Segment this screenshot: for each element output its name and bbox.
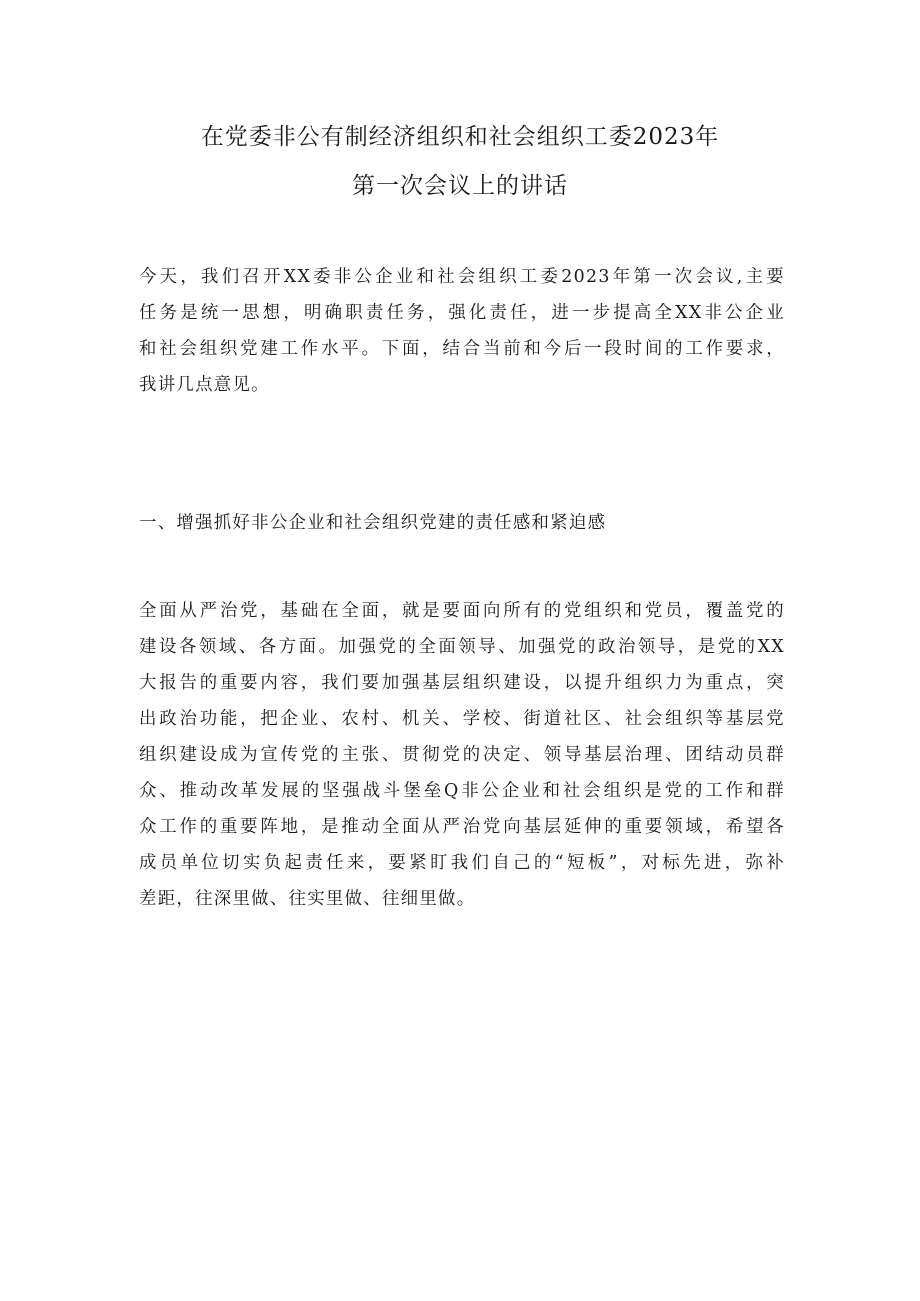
paragraph-opening	[139, 259, 785, 403]
text-line: 出政治功能，把企业、农村、机关、学校、街道社区、社会组织等基层党	[139, 709, 785, 729]
text-line: 差距，往深里做、往实里做、往细里做。	[139, 889, 476, 909]
text-line: 任务是统一思想，明确职责任务，强化责任，进一步提高全XX非公企业	[139, 303, 785, 323]
text-line: 众、推动改革发展的坚强战斗堡垒Q非公企业和社会组织是党的工作和群	[139, 781, 785, 801]
text-line: 众工作的重要阵地，是推动全面从严治党向基层延伸的重要领域，希望各	[139, 817, 785, 837]
text-line: 今天，我们召开XX委非公企业和社会组织工委2023年第一次会议,主要	[139, 267, 785, 287]
document-title-line-1: 在党委非公有制经济组织和社会组织工委2023年	[200, 124, 720, 150]
text-line: 全面从严治党，基础在全面，就是要面向所有的党组织和党员，覆盖党的	[139, 601, 785, 621]
text-line: 成员单位切实负起责任来，要紧盯我们自己的“短板”，对标先进，弥补	[139, 853, 785, 873]
paragraph-section-1	[139, 593, 785, 917]
text-line: 大报告的重要内容，我们要加强基层组织建设，以提升组织力为重点，突	[139, 673, 785, 693]
text-line: 建设各领域、各方面。加强党的全面领导、加强党的政治领导，是党的XX	[139, 637, 785, 657]
text-line: 和社会组织党建工作水平。下面，结合当前和今后一段时间的工作要求，	[139, 339, 785, 359]
text-line: 我讲几点意见。	[139, 375, 270, 395]
document-title-line-2: 第一次会议上的讲话	[352, 173, 568, 199]
section-heading-1: 一、增强抓好非公企业和社会组织党建的责任感和紧迫感	[139, 513, 607, 533]
text-line: 组织建设成为宣传党的主张、贯彻党的决定、领导基层治理、团结动员群	[139, 745, 785, 765]
